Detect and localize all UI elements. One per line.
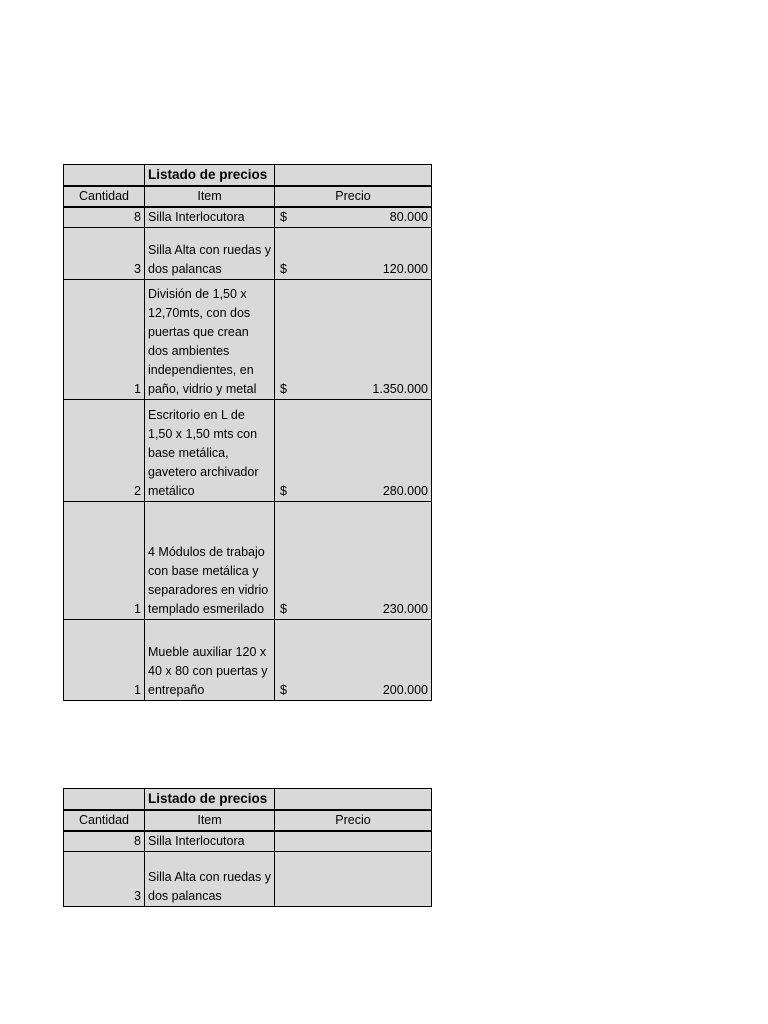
item-cell[interactable]: 4 Módulos de trabajo con base metálica y separadores en vidrio templado esmerilado: [145, 502, 275, 620]
empty-cell[interactable]: [275, 789, 432, 811]
table-row: [64, 207, 432, 228]
price-list-table-1: [63, 164, 432, 701]
table-row: [64, 280, 432, 400]
item-cell[interactable]: Silla Alta con ruedas y dos palancas: [145, 852, 275, 907]
header-cantidad[interactable]: Cantidad: [64, 810, 145, 831]
price-cell[interactable]: [275, 831, 432, 852]
table-title[interactable]: Listado de precios: [145, 165, 275, 187]
price-cell[interactable]: [275, 207, 432, 228]
qty-cell[interactable]: 2: [64, 400, 145, 502]
price-value: 80.000: [389, 210, 428, 224]
header-row: [64, 186, 432, 207]
price-value: 280.000: [382, 484, 428, 498]
table-row: [64, 831, 432, 852]
price-cell[interactable]: [275, 400, 432, 502]
currency-symbol: $: [280, 602, 287, 616]
qty-cell[interactable]: 3: [64, 228, 145, 280]
header-precio[interactable]: Precio: [275, 810, 432, 831]
qty-cell[interactable]: 8: [64, 831, 145, 852]
table-row: [64, 502, 432, 620]
price-value: 1.350.000: [372, 382, 428, 396]
price-cell[interactable]: [275, 228, 432, 280]
item-cell[interactable]: Silla Interlocutora: [145, 207, 275, 228]
qty-cell[interactable]: 3: [64, 852, 145, 907]
price-cell[interactable]: [275, 852, 432, 907]
currency-symbol: $: [280, 210, 287, 224]
price-cell[interactable]: [275, 502, 432, 620]
header-row: [64, 810, 432, 831]
currency-symbol: $: [280, 262, 287, 276]
item-cell[interactable]: Silla Interlocutora: [145, 831, 275, 852]
qty-cell[interactable]: 1: [64, 280, 145, 400]
price-value: 230.000: [382, 602, 428, 616]
price-cell[interactable]: [275, 620, 432, 701]
qty-cell[interactable]: 1: [64, 620, 145, 701]
currency-symbol: $: [280, 484, 287, 498]
table-row: [64, 620, 432, 701]
price-value: 200.000: [382, 683, 428, 697]
price-cell[interactable]: [275, 280, 432, 400]
price-value: 120.000: [382, 262, 428, 276]
qty-cell[interactable]: 8: [64, 207, 145, 228]
empty-cell[interactable]: [275, 165, 432, 187]
qty-cell[interactable]: 1: [64, 502, 145, 620]
item-cell[interactable]: Silla Alta con ruedas y dos palancas: [145, 228, 275, 280]
item-cell[interactable]: Escritorio en L de 1,50 x 1,50 mts con base metálica, gavetero archivador metálico: [145, 400, 275, 502]
currency-symbol: $: [280, 382, 287, 396]
header-item[interactable]: Item: [145, 186, 275, 207]
header-cantidad[interactable]: Cantidad: [64, 186, 145, 207]
table-row: [64, 228, 432, 280]
table-row: [64, 400, 432, 502]
header-precio[interactable]: Precio: [275, 186, 432, 207]
header-item[interactable]: Item: [145, 810, 275, 831]
table-title[interactable]: Listado de precios: [145, 789, 275, 811]
empty-cell[interactable]: [64, 165, 145, 187]
title-row: [64, 789, 432, 811]
item-cell[interactable]: División de 1,50 x 12,70mts, con dos puertas que crean dos ambientes independientes, en paño, vidrio y metal: [145, 280, 275, 400]
currency-symbol: $: [280, 683, 287, 697]
price-list-table-2: [63, 788, 432, 907]
empty-cell[interactable]: [64, 789, 145, 811]
title-row: [64, 165, 432, 187]
table-row: [64, 852, 432, 907]
item-cell[interactable]: Mueble auxiliar 120 x 40 x 80 con puertas y entrepaño: [145, 620, 275, 701]
